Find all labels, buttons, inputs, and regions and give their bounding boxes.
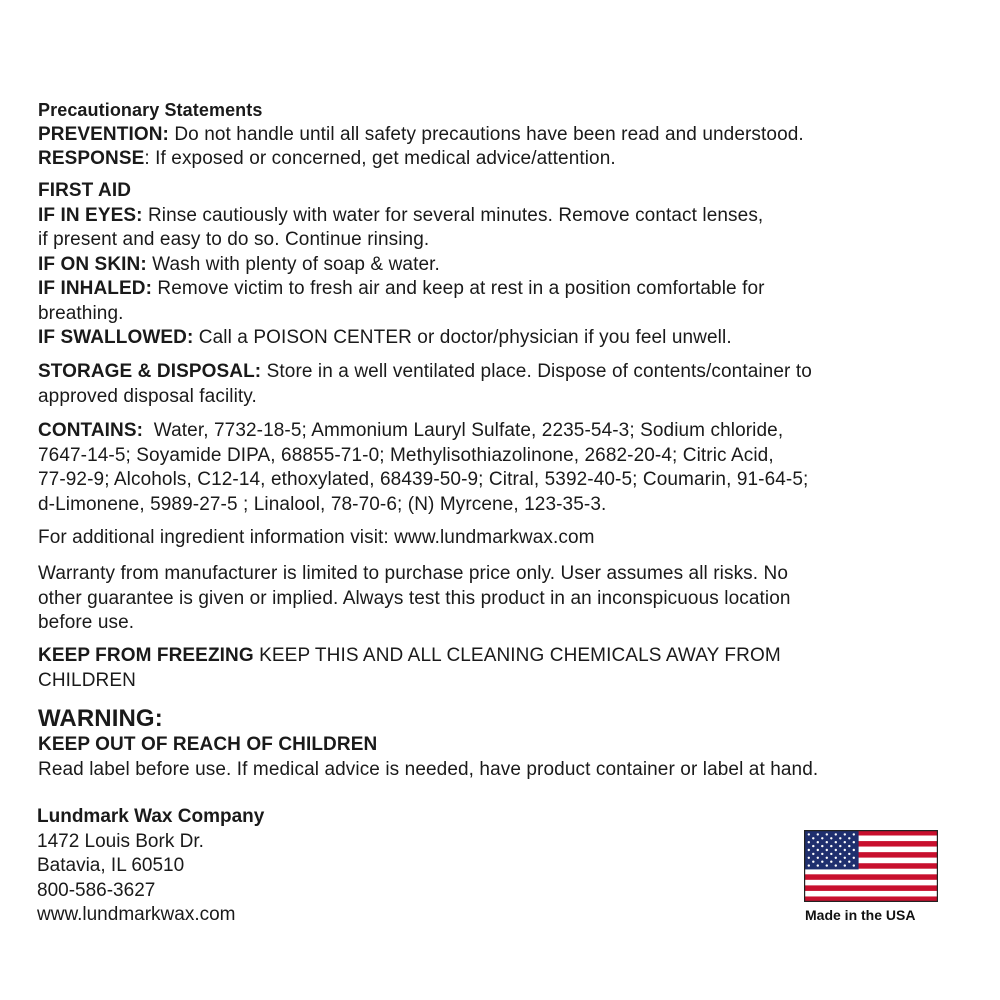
contains-line4: d-Limonene, 5989-27-5 ; Linalool, 78-70-6; (N) Myrcene, 123-35-3. [38, 493, 607, 515]
contains-line2: 7647-14-5; Soyamide DIPA, 68855-71-0; Methylisothiazolinone, 2682-20-4; Citric Acid, [38, 444, 774, 466]
us-flag-icon [804, 830, 938, 902]
skin-statement [38, 253, 968, 278]
flag-star [830, 837, 832, 839]
flag-star [808, 833, 810, 835]
flag-star [844, 864, 846, 866]
flag-star [853, 841, 855, 843]
skin-text: Wash with plenty of soap & water. [146, 253, 440, 275]
freezing-line1 [38, 644, 968, 669]
response-label: RESPONSE [38, 148, 145, 169]
swallowed-statement [38, 326, 968, 351]
response-statement [38, 147, 968, 172]
flag-star [830, 845, 832, 847]
flag-star [812, 861, 814, 863]
freezing-text-line1: KEEP THIS AND ALL CLEANING CHEMICALS AWAY FROM [253, 645, 781, 666]
flag-stripe [804, 891, 938, 897]
flag-star [839, 845, 841, 847]
flag-star [812, 845, 814, 847]
warranty-section [38, 562, 968, 636]
flag-star [826, 857, 828, 859]
contains-section [38, 419, 968, 517]
flag-star [826, 849, 828, 851]
storage-label: STORAGE & DISPOSAL: [38, 361, 262, 382]
company-info [37, 805, 264, 928]
flag-star [835, 857, 837, 859]
flag-star [848, 861, 850, 863]
precautionary-statements [38, 98, 968, 172]
swallowed-text: Call a POISON CENTER or doctor/physician if you feel unwell. [193, 327, 732, 348]
flag-star [808, 857, 810, 859]
inhaled-text-line2: breathing. [38, 302, 124, 324]
made-in-usa-badge [803, 830, 943, 923]
flag-star [853, 864, 855, 866]
flag-stripe [804, 880, 938, 886]
flag-star [844, 833, 846, 835]
contains-line3: 77-92-9; Alcohols, C12-14, ethoxylated, 68439-50-9; Citral, 5392-40-5; Coumarin, 91-64-5; [38, 469, 809, 490]
inhaled-label: IF INHALED: [38, 278, 153, 299]
company-address-line2: Batavia, IL 60510 [37, 855, 185, 876]
flag-star [821, 845, 823, 847]
flag-star [853, 857, 855, 859]
flag-star [853, 833, 855, 835]
eyes-statement [38, 204, 968, 229]
first-aid-heading: FIRST AID [38, 180, 132, 201]
contains-text-line1: Water, 7732-18-5; Ammonium Lauryl Sulfate, 2235-54-3; Sodium chloride, [143, 420, 784, 441]
eyes-label: IF IN EYES: [38, 204, 143, 226]
flag-star [817, 864, 819, 866]
flag-star [812, 837, 814, 839]
flag-star [844, 849, 846, 851]
eyes-text-line1: Rinse cautiously with water for several minutes. Remove contact lenses, [142, 204, 764, 226]
flag-star [835, 841, 837, 843]
flag-star [817, 833, 819, 835]
flag-star [839, 837, 841, 839]
flag-star [844, 841, 846, 843]
company-address-line1: 1472 Louis Bork Dr. [37, 830, 204, 852]
flag-star [821, 837, 823, 839]
flag-star [821, 853, 823, 855]
made-in-usa-caption: Made in the USA [805, 907, 916, 923]
flag-star [808, 864, 810, 866]
storage-disposal-section [38, 360, 968, 409]
flag-star [844, 857, 846, 859]
company-name: Lundmark Wax Company [37, 806, 265, 827]
flag-star [812, 853, 814, 855]
prevention-label: PREVENTION: [38, 123, 169, 145]
inhaled-statement [38, 277, 968, 302]
flag-star [817, 849, 819, 851]
additional-info-text: For additional ingredient information visit: www.lundmarkwax.com [38, 527, 595, 548]
freezing-text-line2: CHILDREN [38, 669, 136, 691]
eyes-text-line2: if present and easy to do so. Continue rinsing. [38, 229, 430, 250]
flag-star [821, 861, 823, 863]
response-text: : If exposed or concerned, get medical advice/attention. [144, 148, 616, 169]
company-website: www.lundmarkwax.com [37, 904, 236, 925]
prevention-text: Do not handle until all safety precautions have been read and understood. [168, 123, 804, 145]
storage-text-line1: Store in a well ventilated place. Dispose of contents/container to [261, 361, 812, 382]
flag-star [817, 857, 819, 859]
flag-star [848, 845, 850, 847]
warning-subheading: KEEP OUT OF REACH OF CHILDREN [38, 734, 378, 755]
flag-star [808, 849, 810, 851]
freezing-section [38, 644, 968, 693]
flag-star [817, 841, 819, 843]
flag-star [835, 833, 837, 835]
flag-star [835, 864, 837, 866]
storage-text-line2: approved disposal facility. [38, 385, 257, 407]
storage-line1 [38, 360, 968, 385]
flag-star [830, 853, 832, 855]
flag-star [808, 841, 810, 843]
contains-label: CONTAINS: [38, 420, 144, 441]
flag-stripe [804, 874, 938, 880]
warranty-line1: Warranty from manufacturer is limited to purchase price only. User assumes all risks. No [38, 563, 789, 584]
flag-star [848, 853, 850, 855]
flag-star [853, 849, 855, 851]
inhaled-text-line1: Remove victim to fresh air and keep at rest in a position comfortable for [152, 278, 765, 299]
first-aid-section [38, 179, 968, 351]
prevention-statement [38, 123, 968, 148]
flag-star [848, 837, 850, 839]
warning-section [38, 705, 968, 782]
warranty-line2: other guarantee is given or implied. Always test this product in an inconspicuous location [38, 587, 791, 609]
flag-star [839, 853, 841, 855]
flag-stripe [804, 869, 938, 875]
flag-star [839, 861, 841, 863]
flag-star [830, 861, 832, 863]
company-phone: 800-586-3627 [37, 879, 156, 901]
skin-label: IF ON SKIN: [38, 253, 147, 275]
flag-star [826, 841, 828, 843]
swallowed-label: IF SWALLOWED: [38, 327, 194, 348]
warning-text: Read label before use. If medical advice is needed, have product container or label at hand. [38, 758, 819, 780]
additional-info-section [38, 526, 968, 551]
flag-stripe [804, 885, 938, 891]
warranty-line3: before use. [38, 612, 135, 633]
freezing-label: KEEP FROM FREEZING [38, 645, 254, 666]
contains-line1 [38, 419, 968, 444]
precautions-heading: Precautionary Statements [38, 100, 263, 120]
warning-heading: WARNING: [38, 705, 163, 732]
flag-star [826, 864, 828, 866]
flag-star [826, 833, 828, 835]
flag-star [835, 849, 837, 851]
